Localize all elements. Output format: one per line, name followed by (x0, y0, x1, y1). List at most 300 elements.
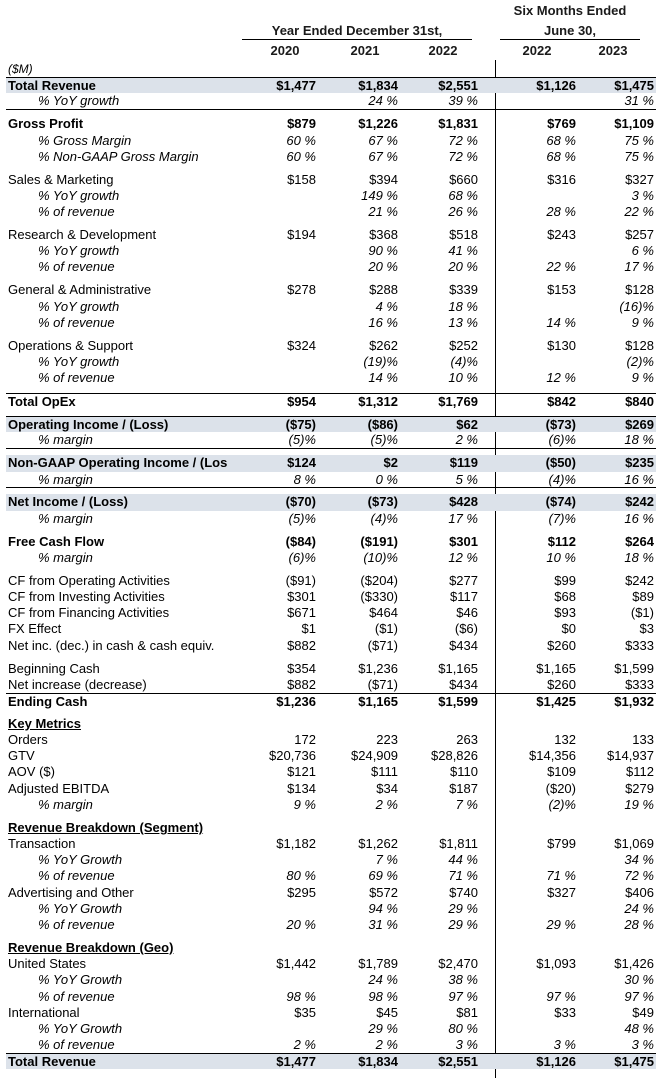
cell-1: (4)% (370, 510, 398, 526)
cell-1: ($330) (360, 589, 398, 605)
row-label: % YoY growth (38, 243, 120, 259)
table-row-cf-from-financing-activities (6, 605, 656, 621)
cell-0: $354 (287, 660, 316, 676)
cell-2: ($6) (454, 621, 478, 637)
cell-4: $327 (625, 171, 654, 187)
row-label: GTV (8, 748, 35, 764)
row-label: Ending Cash (8, 693, 88, 709)
row-label: CF from Operating Activities (8, 572, 170, 588)
cell-4: 18 % (624, 549, 654, 565)
cell-3: $1,165 (536, 660, 576, 676)
table-row-international (6, 1005, 656, 1021)
cell-2: $434 (449, 676, 478, 692)
row-label: Gross Profit (8, 116, 84, 132)
cell-4: 6 % (631, 243, 654, 259)
table-row-total-revenue (6, 1053, 656, 1069)
table-row-operations-support (6, 338, 656, 354)
cell-4: 34 % (624, 852, 654, 868)
row-label: % margin (38, 471, 93, 487)
row-label: Total Revenue (8, 78, 96, 94)
cell-0: $35 (294, 1004, 316, 1020)
table-row-net-income-loss (6, 494, 656, 510)
cell-1: 7 % (375, 852, 398, 868)
row-label: % YoY growth (38, 353, 120, 369)
cell-0: $1,477 (276, 1054, 316, 1070)
cell-1: 0 % (375, 471, 398, 487)
cell-0: $882 (287, 676, 316, 692)
cell-4: $264 (625, 533, 654, 549)
six-months-header-line2: June 30, (543, 23, 597, 38)
cell-2: 20 % (448, 259, 478, 275)
cell-4: $128 (625, 282, 654, 298)
row-label: Total Revenue (8, 1054, 96, 1070)
cell-4: $235 (625, 455, 654, 471)
cell-0: 20 % (286, 916, 316, 932)
cell-4: $1,932 (614, 693, 654, 709)
cell-1: $1,789 (358, 956, 398, 972)
cell-1: ($191) (360, 533, 398, 549)
table-row-of-revenue (6, 204, 656, 220)
cell-4: $269 (625, 417, 654, 433)
cell-4: $1,069 (614, 836, 654, 852)
cell-1: $1,165 (358, 693, 398, 709)
cell-3: $799 (547, 836, 576, 852)
cell-1: $394 (369, 171, 398, 187)
cell-1: ($73) (367, 494, 398, 510)
table-row-orders (6, 732, 656, 748)
row-label: % margin (38, 549, 93, 565)
cell-3: $1,126 (536, 78, 576, 94)
row-label: % YoY growth (38, 298, 120, 314)
cell-3: (2)% (548, 796, 576, 812)
cell-2: $277 (449, 572, 478, 588)
cell-2: $740 (449, 884, 478, 900)
cell-2: 2 % (455, 432, 478, 448)
cell-0: $134 (287, 780, 316, 796)
row-label: ($M) (8, 62, 33, 76)
cell-3: $842 (547, 394, 576, 410)
cell-4: $1,475 (614, 1054, 654, 1070)
table-row-gtv (6, 748, 656, 764)
table-row-operating-income-loss (6, 416, 656, 432)
row-label: CF from Investing Activities (8, 589, 165, 605)
cell-1: 67 % (368, 132, 398, 148)
cell-1: 2 % (375, 1037, 398, 1053)
table-row-of-revenue (6, 259, 656, 275)
row-label: % YoY growth (38, 187, 120, 203)
cell-3: $1,425 (536, 693, 576, 709)
row-label: Advertising and Other (8, 884, 134, 900)
cell-2: 68 % (448, 187, 478, 203)
cell-1: 31 % (368, 916, 398, 932)
cell-4: $112 (626, 764, 654, 780)
cell-1: $45 (376, 1004, 398, 1020)
table-row-non-gaap-operating-income-los (6, 455, 656, 471)
cell-1: $1,834 (358, 1054, 398, 1070)
cell-0: 8 % (293, 471, 316, 487)
cell-2: 26 % (448, 204, 478, 220)
cell-0: ($70) (285, 494, 316, 510)
table-row-cf-from-operating-activities (6, 573, 656, 589)
table-row-of-revenue (6, 315, 656, 331)
row-label: Operations & Support (8, 337, 134, 353)
cell-3: 132 (554, 732, 576, 748)
table-row-net-inc-dec-in-cash-cash-equiv (6, 638, 656, 654)
row-label: AOV ($) (8, 764, 55, 780)
table-row-of-revenue (6, 1037, 656, 1053)
cell-3: 97 % (546, 988, 576, 1004)
cell-4: 22 % (624, 204, 654, 220)
row-label: % YoY Growth (38, 1020, 123, 1036)
table-row-key-metrics (6, 716, 656, 732)
cell-3: $260 (547, 676, 576, 692)
table-row-united-states (6, 956, 656, 972)
annual-period-header: Year Ended December 31st, (271, 23, 443, 38)
year-header-2022-h1: 2022 (522, 43, 552, 58)
cell-3: (7)% (548, 510, 576, 526)
table-row-yoy-growth (6, 901, 656, 917)
cell-2: $434 (449, 637, 478, 653)
cell-2: 17 % (448, 510, 478, 526)
cell-0: $194 (287, 227, 316, 243)
six-months-header-underline (500, 39, 640, 40)
row-label: Net Income / (Loss) (8, 494, 128, 510)
cell-1: $288 (369, 282, 398, 298)
row-label: % YoY Growth (38, 852, 123, 868)
cell-3: $33 (554, 1004, 576, 1020)
row-label: Revenue Breakdown (Geo) (8, 939, 174, 955)
cell-2: $81 (456, 1004, 478, 1020)
cell-2: 72 % (448, 148, 478, 164)
cell-2: 3 % (455, 1037, 478, 1053)
cell-1: 16 % (368, 314, 398, 330)
cell-3: $316 (547, 171, 576, 187)
row-label: Operating Income / (Loss) (8, 417, 169, 433)
table-row-revenue-breakdown-segment (6, 820, 656, 836)
cell-1: 67 % (368, 148, 398, 164)
row-label: United States (8, 956, 87, 972)
table-row-yoy-growth (6, 93, 656, 109)
cell-1: $464 (369, 605, 398, 621)
cell-3: 3 % (553, 1037, 576, 1053)
cell-3: $14,356 (529, 748, 576, 764)
cell-0: $671 (287, 605, 316, 621)
financial-table (6, 61, 656, 1069)
cell-2: $1,165 (438, 660, 478, 676)
table-row-beginning-cash (6, 661, 656, 677)
cell-2: $46 (456, 605, 478, 621)
cell-1: $262 (369, 337, 398, 353)
cell-1: (10)% (363, 549, 398, 565)
cell-4: 19 % (624, 796, 654, 812)
cell-3: 14 % (546, 314, 576, 330)
cell-4: $333 (625, 676, 654, 692)
cell-4: $1,599 (614, 660, 654, 676)
cell-1: 90 % (368, 243, 398, 259)
cell-2: 71 % (448, 868, 478, 884)
cell-2: 7 % (455, 796, 478, 812)
cell-1: $34 (376, 780, 398, 796)
table-row-advertising-and-other (6, 885, 656, 901)
row-label: Sales & Marketing (8, 171, 114, 187)
row-label: Revenue Breakdown (Segment) (8, 819, 204, 835)
cell-1: ($204) (360, 572, 398, 588)
cell-1: (5)% (370, 432, 398, 448)
row-label: % of revenue (38, 204, 115, 220)
row-label: % Gross Margin (38, 132, 132, 148)
cell-4: 97 % (624, 988, 654, 1004)
cell-3: ($20) (545, 780, 576, 796)
cell-1: 14 % (368, 370, 398, 386)
row-label: Non-GAAP Operating Income / (Los (8, 455, 228, 471)
cell-2: 13 % (448, 314, 478, 330)
cell-3: 29 % (546, 916, 576, 932)
cell-4: 9 % (631, 370, 654, 386)
cell-2: $187 (449, 780, 478, 796)
row-label: General & Administrative (8, 282, 152, 298)
row-label: Adjusted EBITDA (8, 780, 110, 796)
cell-2: 263 (456, 732, 478, 748)
cell-4: 48 % (624, 1020, 654, 1036)
cell-1: ($71) (367, 676, 398, 692)
cell-4: 3 % (631, 1037, 654, 1053)
cell-1: $1,262 (358, 836, 398, 852)
table-row-of-revenue (6, 370, 656, 386)
table-row-adjusted-ebitda (6, 781, 656, 797)
cell-4: 75 % (624, 132, 654, 148)
table-row-research-development (6, 227, 656, 243)
cell-4: 17 % (624, 259, 654, 275)
cell-2: 29 % (448, 916, 478, 932)
table-row-net-increase-decrease (6, 677, 656, 693)
cell-2: $428 (449, 494, 478, 510)
row-label: % YoY Growth (38, 972, 123, 988)
cell-2: $28,826 (431, 748, 478, 764)
cell-1: $1,236 (358, 660, 398, 676)
row-label: % YoY growth (38, 93, 120, 109)
cell-3: $0 (561, 621, 576, 637)
cell-0: 60 % (286, 148, 316, 164)
cell-3: 10 % (546, 549, 576, 565)
cell-2: (4)% (450, 353, 478, 369)
row-label: Net increase (decrease) (8, 676, 147, 692)
cell-3: $130 (547, 337, 576, 353)
cell-4: 72 % (624, 868, 654, 884)
cell-4: $406 (625, 884, 654, 900)
cell-3: $769 (547, 116, 576, 132)
cell-0: 80 % (286, 868, 316, 884)
cell-0: $1,477 (276, 78, 316, 94)
table-row-yoy-growth (6, 852, 656, 868)
cell-1: 29 % (368, 1020, 398, 1036)
cell-4: $49 (632, 1004, 654, 1020)
cell-4: 75 % (624, 148, 654, 164)
row-label: % Non-GAAP Gross Margin (38, 148, 199, 164)
row-label: Beginning Cash (8, 660, 100, 676)
cell-1: $1,834 (358, 78, 398, 94)
cell-2: $660 (449, 171, 478, 187)
year-header-2023-h1: 2023 (598, 43, 628, 58)
cell-4: 31 % (624, 93, 654, 109)
cell-2: 29 % (448, 900, 478, 916)
cell-4: $1,109 (614, 116, 654, 132)
cell-3: 68 % (546, 148, 576, 164)
cell-4: 28 % (624, 916, 654, 932)
table-row-of-revenue (6, 989, 656, 1005)
cell-1: $368 (369, 227, 398, 243)
row-label: % of revenue (38, 370, 115, 386)
cell-0: ($75) (285, 417, 316, 433)
table-row-gross-margin (6, 133, 656, 149)
year-header-2021: 2021 (350, 43, 380, 58)
cell-1: $572 (369, 884, 398, 900)
year-header-2022: 2022 (428, 43, 458, 58)
table-row-cf-from-investing-activities (6, 589, 656, 605)
table-row-total-opex (6, 393, 656, 409)
row-label: % margin (38, 432, 93, 448)
table-row-fx-effect (6, 621, 656, 637)
cell-4: $242 (625, 572, 654, 588)
cell-3: $153 (547, 282, 576, 298)
cell-1: 94 % (368, 900, 398, 916)
table-row-yoy-growth (6, 972, 656, 988)
cell-4: 24 % (624, 900, 654, 916)
year-header-2020: 2020 (270, 43, 300, 58)
cell-2: $339 (449, 282, 478, 298)
cell-0: $882 (287, 637, 316, 653)
cell-3: $260 (547, 637, 576, 653)
cell-3: 22 % (546, 259, 576, 275)
cell-0: $124 (287, 455, 316, 471)
cell-2: $110 (450, 764, 478, 780)
cell-2: $2,551 (438, 78, 478, 94)
cell-2: $1,831 (438, 116, 478, 132)
cell-4: $1,475 (614, 78, 654, 94)
table-row-of-revenue (6, 917, 656, 933)
cell-3: $93 (554, 605, 576, 621)
cell-4: $840 (625, 394, 654, 410)
cell-1: 24 % (368, 93, 398, 109)
cell-4: 16 % (624, 471, 654, 487)
cell-2: $2,470 (438, 956, 478, 972)
cell-0: $278 (287, 282, 316, 298)
cell-2: $117 (450, 589, 478, 605)
table-row-of-revenue (6, 868, 656, 884)
cell-1: 223 (376, 732, 398, 748)
cell-4: $128 (625, 337, 654, 353)
cell-2: 10 % (448, 370, 478, 386)
cell-4: (16)% (619, 298, 654, 314)
row-label: % margin (38, 510, 93, 526)
table-row-margin (6, 472, 656, 488)
cell-0: 2 % (293, 1037, 316, 1053)
row-label: FX Effect (8, 621, 62, 637)
cell-3: $327 (547, 884, 576, 900)
table-row-yoy-growth (6, 299, 656, 315)
cell-4: (2)% (626, 353, 654, 369)
row-label: Orders (8, 732, 48, 748)
cell-3: 71 % (546, 868, 576, 884)
cell-4: $89 (632, 589, 654, 605)
table-row-revenue-breakdown-geo (6, 940, 656, 956)
cell-0: $1,182 (276, 836, 316, 852)
cell-0: $158 (287, 171, 316, 187)
cell-0: $295 (287, 884, 316, 900)
cell-1: $111 (371, 764, 398, 780)
cell-2: 80 % (448, 1020, 478, 1036)
table-row-transaction (6, 836, 656, 852)
table-row-non-gaap-gross-margin (6, 149, 656, 165)
table-row-aov (6, 764, 656, 780)
cell-1: ($1) (374, 621, 398, 637)
table-row-margin (6, 432, 656, 448)
row-label: % YoY Growth (38, 900, 123, 916)
cell-2: $301 (449, 533, 478, 549)
table-row-margin (6, 797, 656, 813)
cell-0: $20,736 (269, 748, 316, 764)
cell-3: $1,093 (536, 956, 576, 972)
cell-0: $324 (287, 337, 316, 353)
cell-1: (19)% (363, 353, 398, 369)
cell-0: ($91) (285, 572, 316, 588)
table-row-total-revenue (6, 77, 656, 93)
cell-2: $2,551 (438, 1054, 478, 1070)
cell-0: $121 (287, 764, 316, 780)
row-label: % of revenue (38, 314, 115, 330)
row-label: % of revenue (38, 259, 115, 275)
cell-2: 39 % (448, 93, 478, 109)
table-row-free-cash-flow (6, 534, 656, 550)
cell-0: (5)% (288, 510, 316, 526)
cell-3: $68 (554, 589, 576, 605)
table-row-gross-profit (6, 116, 656, 132)
cell-4: 9 % (631, 314, 654, 330)
cell-1: 24 % (368, 972, 398, 988)
cell-2: $1,769 (438, 394, 478, 410)
row-label: % of revenue (38, 868, 115, 884)
cell-0: 172 (294, 732, 316, 748)
row-label: International (8, 1004, 80, 1020)
cell-2: $1,811 (439, 836, 478, 852)
row-label: Research & Development (8, 227, 157, 243)
cell-3: $99 (554, 572, 576, 588)
cell-4: 16 % (624, 510, 654, 526)
table-row-margin (6, 511, 656, 527)
cell-3: 28 % (546, 204, 576, 220)
table-row-yoy-growth (6, 243, 656, 259)
cell-1: 4 % (375, 298, 398, 314)
cell-1: 21 % (368, 204, 398, 220)
cell-1: $24,909 (351, 748, 398, 764)
cell-3: ($74) (545, 494, 576, 510)
cell-4: $14,937 (607, 748, 654, 764)
cell-0: (5)% (288, 432, 316, 448)
cell-0: (6)% (288, 549, 316, 565)
cell-0: $1 (301, 621, 316, 637)
cell-4: $1,426 (614, 956, 654, 972)
cell-4: $333 (625, 637, 654, 653)
annual-header-underline (242, 39, 472, 40)
cell-0: ($84) (285, 533, 316, 549)
row-label: Key Metrics (8, 715, 81, 731)
cell-4: $3 (639, 621, 654, 637)
cell-3: $243 (547, 227, 576, 243)
table-row-margin (6, 550, 656, 566)
cell-1: 69 % (368, 868, 398, 884)
row-label: % of revenue (38, 916, 115, 932)
cell-2: 18 % (448, 298, 478, 314)
table-row-ending-cash (6, 693, 656, 709)
